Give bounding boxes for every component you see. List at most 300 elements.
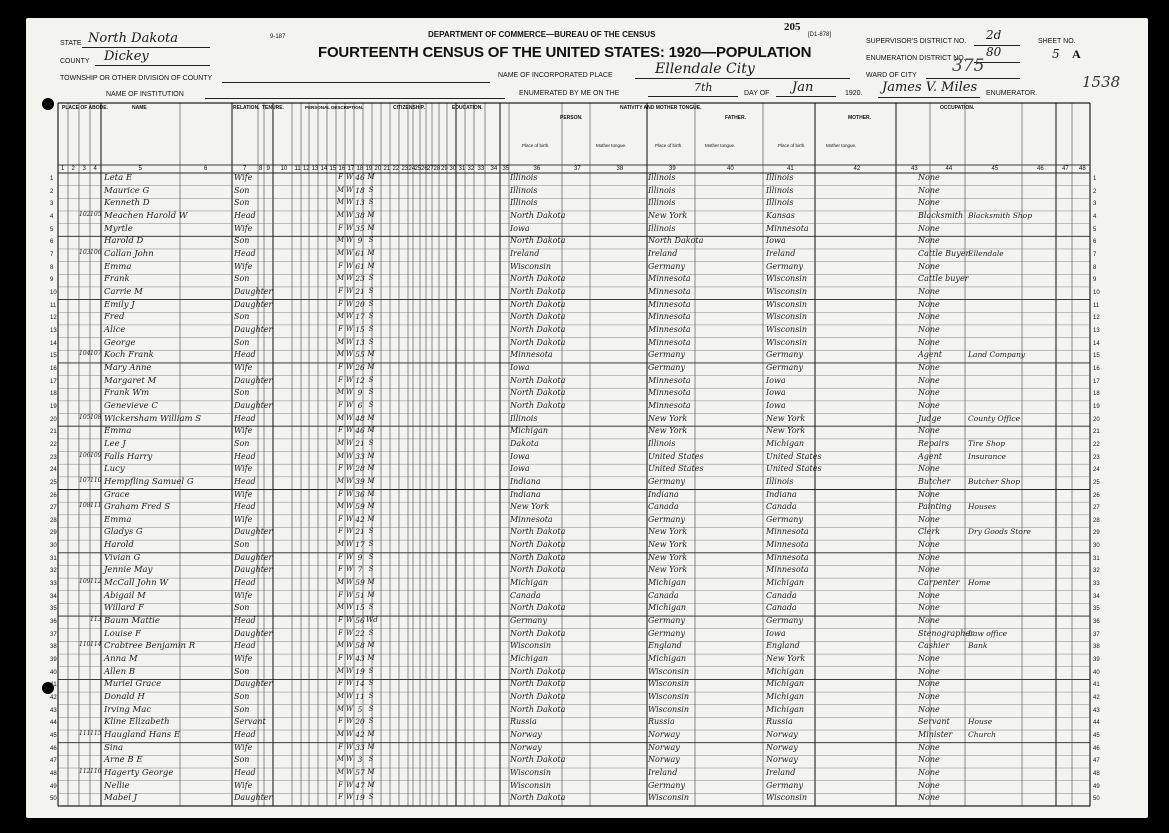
marital-status: S	[368, 704, 374, 713]
race: W	[345, 793, 354, 802]
marital-status: M	[367, 261, 375, 270]
occupation: None	[918, 362, 940, 372]
person-name: Grace	[104, 489, 130, 500]
sex: M	[336, 768, 345, 777]
line-number: 1	[50, 176, 54, 182]
father-birthplace: Illinois	[648, 185, 676, 195]
dwelling-number: 109	[79, 578, 91, 586]
marital-status: M	[367, 730, 375, 739]
relation: Wife	[234, 261, 253, 271]
birthplace: North Dakota	[510, 679, 566, 689]
col-relation: RELATION.	[233, 105, 260, 111]
line-number: 8	[50, 264, 54, 271]
person-name: Emma	[104, 261, 132, 272]
birthplace: New York	[510, 502, 550, 512]
birthplace: Indiana	[510, 489, 541, 499]
relation: Son	[234, 185, 250, 195]
supervisor-label: SUPERVISOR'S DISTRICT NO.	[866, 38, 967, 45]
relation: Wife	[234, 464, 253, 474]
column-number: 36	[533, 166, 541, 172]
mother-birthplace: Iowa	[766, 375, 786, 385]
occupation: None	[918, 400, 940, 410]
mother-birthplace: New York	[766, 413, 806, 423]
relation: Wife	[234, 742, 253, 752]
sex: F	[338, 324, 343, 333]
mother-birthplace: England	[766, 641, 800, 651]
relation: Son	[234, 540, 250, 550]
mother-birthplace: Michigan	[766, 578, 804, 588]
column-number: 1	[61, 166, 65, 172]
column-number: 31	[458, 166, 466, 172]
birthplace: Minnesota	[510, 350, 553, 360]
father-birthplace: Indiana	[648, 489, 679, 499]
col-father: FATHER.	[725, 115, 747, 121]
industry: Church	[968, 730, 997, 740]
column-number: 6	[204, 166, 208, 172]
person-name: Kline Elizabeth	[104, 717, 170, 728]
race: W	[345, 641, 354, 650]
race: W	[345, 426, 354, 435]
line-number: 49	[50, 783, 57, 790]
column-number: 14	[320, 166, 328, 172]
dwelling-number: 103	[79, 248, 91, 256]
father-birthplace: Norway	[648, 742, 680, 752]
marital-status: M	[367, 350, 375, 359]
line-number-right: 4	[1093, 213, 1097, 220]
mother-birthplace: Illinois	[766, 476, 794, 486]
birthplace: North Dakota	[510, 603, 566, 613]
mother-birthplace: Minnesota	[766, 565, 809, 575]
occupation: None	[918, 692, 940, 702]
mother-birthplace: New York	[766, 426, 806, 436]
father-birthplace: Michigan	[648, 654, 686, 664]
age: 33	[355, 742, 365, 752]
father-birthplace: Minnesota	[648, 400, 691, 410]
line-number: 16	[50, 365, 57, 372]
birthplace: Illinois	[510, 198, 538, 208]
father-birthplace: Germany	[648, 261, 685, 271]
marital-status: S	[368, 299, 374, 308]
person-name: Gladys G	[104, 527, 143, 538]
sex: F	[338, 616, 343, 625]
mother-birthplace: Germany	[766, 514, 803, 524]
father-birthplace: Wisconsin	[648, 666, 690, 676]
line-number: 27	[50, 505, 57, 512]
age: 11	[355, 692, 365, 702]
sex: M	[336, 274, 345, 283]
line-number-right: 10	[1093, 289, 1100, 296]
line-number-right: 33	[1093, 581, 1100, 588]
marital-status: S	[368, 438, 374, 447]
person-name: Meachen Harold W	[104, 210, 188, 221]
dwelling-number: 102	[79, 210, 91, 218]
dwelling-number: 106	[79, 451, 91, 459]
race: W	[345, 198, 354, 207]
father-birthplace: New York	[648, 426, 688, 436]
line-number-right: 11	[1093, 302, 1100, 309]
person-name: Carrie M	[104, 286, 143, 297]
mother-birthplace: Canada	[766, 603, 797, 613]
line-number: 24	[50, 467, 57, 474]
mother-birthplace: Norway	[766, 755, 798, 765]
birthplace: Iowa	[510, 362, 530, 372]
father-birthplace: Minnesota	[648, 286, 691, 296]
line-number-right: 6	[1093, 239, 1097, 246]
marital-status: S	[368, 400, 374, 409]
marital-status: M	[367, 502, 375, 511]
marital-status: S	[368, 692, 374, 701]
person-name: Donald H	[104, 692, 145, 703]
age: 20	[355, 717, 365, 727]
birthplace: Illinois	[510, 185, 538, 195]
age: 46	[355, 173, 365, 182]
relation: Daughter	[234, 793, 273, 803]
line-number-right: 2	[1093, 188, 1097, 195]
dwelling-number: 107	[79, 476, 91, 484]
person-name: Fred	[104, 312, 125, 323]
father-birthplace: Ireland	[648, 768, 678, 778]
race: W	[345, 362, 354, 371]
family-number: 108	[90, 413, 102, 421]
ed-value: 80	[986, 45, 1002, 59]
relation: Daughter	[234, 375, 273, 385]
occupation: None	[918, 780, 940, 790]
marital-status: M	[367, 489, 375, 498]
age: 5	[357, 704, 363, 714]
column-number: 15	[329, 166, 337, 172]
age: 48	[355, 413, 365, 423]
age: 51	[355, 590, 365, 600]
age: 28	[355, 464, 365, 474]
line-number: 9	[50, 277, 54, 284]
father-birthplace: Germany	[648, 476, 685, 486]
line-number: 34	[50, 593, 57, 600]
line-number-right: 39	[1093, 657, 1100, 664]
father-birthplace: Illinois	[648, 438, 676, 448]
occupation: Minister	[918, 730, 953, 740]
mother-birthplace: Wisconsin	[766, 324, 808, 334]
age: 58	[355, 641, 365, 651]
column-number: 39	[669, 166, 676, 172]
race: W	[345, 666, 354, 675]
occupation: None	[918, 261, 940, 271]
relation: Son	[234, 692, 250, 702]
sex: M	[336, 692, 345, 701]
marital-status: M	[367, 413, 375, 422]
race: W	[345, 654, 354, 663]
race: W	[345, 236, 354, 245]
mother-birthplace: Illinois	[766, 198, 794, 208]
race: W	[345, 476, 354, 485]
birthplace: North Dakota	[510, 375, 566, 385]
mother-birthplace: Minnesota	[766, 540, 809, 550]
age: 17	[355, 312, 365, 322]
person-name: Lee J	[104, 438, 126, 449]
relation: Head	[234, 476, 256, 486]
page-number: 205	[784, 21, 801, 33]
father-birthplace: Minnesota	[648, 375, 691, 385]
occupation: None	[918, 603, 940, 613]
column-number: 21	[383, 166, 391, 172]
occupation: Cashier	[918, 641, 950, 651]
marital-status: M	[367, 362, 375, 371]
col-father-birthplace: Place of birth.	[655, 143, 683, 148]
person-name: Callan John	[104, 248, 154, 259]
age: 59	[355, 502, 365, 512]
column-number: 47	[1062, 166, 1069, 172]
mother-birthplace: Ireland	[766, 768, 796, 778]
occupation: None	[918, 185, 940, 195]
birthplace: North Dakota	[510, 692, 566, 702]
race: W	[345, 185, 354, 194]
line-number: 21	[50, 429, 57, 436]
line-number-right: 50	[1093, 796, 1100, 803]
form-number: 9-187	[270, 34, 286, 40]
sex: F	[338, 717, 343, 726]
column-number: 20	[374, 166, 382, 172]
column-number: 12	[303, 166, 310, 172]
relation: Son	[234, 755, 250, 765]
relation: Daughter	[234, 324, 273, 334]
age: 61	[355, 248, 365, 258]
sex: F	[338, 223, 343, 232]
person-name: Vivian G	[104, 552, 141, 563]
occupation: Painting	[918, 502, 952, 512]
marital-status: S	[368, 198, 374, 207]
occupation: None	[918, 337, 940, 347]
mother-birthplace: Germany	[766, 362, 803, 372]
marital-status: S	[368, 666, 374, 675]
age: 56	[355, 616, 365, 626]
sex: F	[338, 375, 343, 384]
industry: County Office	[968, 413, 1021, 423]
sex: M	[336, 603, 345, 612]
father-birthplace: United States	[648, 464, 704, 474]
sheet-side: A	[1072, 47, 1081, 61]
column-number: 26	[421, 166, 428, 172]
birthplace: Germany	[510, 616, 547, 626]
race: W	[345, 768, 354, 777]
father-birthplace: Wisconsin	[648, 704, 690, 714]
marital-status: M	[367, 654, 375, 663]
person-name: Falls Harry	[104, 451, 153, 462]
age: 26	[355, 362, 365, 372]
family-number: 114	[90, 641, 102, 649]
line-number-right: 35	[1093, 606, 1100, 613]
col-father-tongue: Mother tongue.	[705, 143, 736, 148]
industry: Butcher Shop	[968, 476, 1021, 486]
sex: M	[336, 198, 345, 207]
state-value: North Dakota	[88, 31, 178, 46]
relation: Daughter	[234, 565, 273, 575]
father-birthplace: New York	[648, 540, 688, 550]
race: W	[345, 692, 354, 701]
col-mother-tongue: Mother tongue.	[826, 143, 857, 148]
occupation: None	[918, 540, 940, 550]
relation: Daughter	[234, 400, 273, 410]
person-name: Louise F	[104, 628, 141, 639]
relation: Son	[234, 704, 250, 714]
column-number: 24	[408, 166, 416, 172]
line-number-right: 14	[1093, 340, 1100, 347]
column-number: 18	[356, 166, 364, 172]
father-birthplace: Norway	[648, 755, 680, 765]
relation: Wife	[234, 489, 253, 499]
sex: F	[338, 299, 343, 308]
person-name: Baum Mattie	[104, 616, 160, 627]
mother-birthplace: Minnesota	[766, 223, 809, 233]
person-name: Harold	[104, 540, 134, 551]
col-name: NAME	[132, 105, 147, 111]
person-name: Lucy	[104, 464, 125, 475]
line-number-right: 41	[1093, 682, 1100, 689]
mother-birthplace: United States	[766, 464, 822, 474]
occupation: Cattle Buyer	[918, 248, 970, 258]
birthplace: North Dakota	[510, 628, 566, 638]
sex: F	[338, 565, 343, 574]
line-number: 17	[50, 378, 57, 385]
father-birthplace: New York	[648, 565, 688, 575]
column-number: 16	[338, 166, 346, 172]
col-person-tongue: Mother tongue.	[596, 143, 627, 148]
father-birthplace: Michigan	[648, 603, 686, 613]
relation: Son	[234, 388, 250, 398]
family-number: 113	[90, 616, 102, 624]
column-number: 28	[433, 166, 441, 172]
race: W	[345, 502, 354, 511]
column-number: 23	[401, 166, 409, 172]
sex: F	[338, 793, 343, 802]
marital-status: M	[367, 248, 375, 257]
birthplace: North Dakota	[510, 527, 566, 537]
relation: Head	[234, 730, 256, 740]
occupation: None	[918, 793, 940, 803]
place-value: Ellendale City	[655, 61, 755, 77]
race: W	[345, 464, 354, 473]
birthplace: North Dakota	[510, 299, 566, 309]
marital-status: M	[367, 768, 375, 777]
person-name: Anna M	[104, 654, 138, 665]
line-number: 20	[50, 416, 57, 423]
race: W	[345, 717, 354, 726]
mother-birthplace: New York	[766, 654, 806, 664]
relation: Wife	[234, 223, 253, 233]
race: W	[345, 312, 354, 321]
age: 46	[355, 426, 365, 436]
line-number-right: 34	[1093, 593, 1100, 600]
race: W	[345, 527, 354, 536]
mother-birthplace: Iowa	[766, 628, 786, 638]
mother-birthplace: Russia	[766, 717, 793, 727]
column-number: 46	[1037, 166, 1044, 172]
sex: M	[336, 704, 345, 713]
sex: M	[336, 185, 345, 194]
mother-birthplace: Michigan	[766, 704, 804, 714]
marital-status: S	[368, 628, 374, 637]
relation: Daughter	[234, 299, 273, 309]
mother-birthplace: Norway	[766, 730, 798, 740]
mother-birthplace: Minnesota	[766, 552, 809, 562]
birthplace: North Dakota	[510, 400, 566, 410]
day-of-label: DAY OF	[744, 90, 770, 97]
sex: M	[336, 755, 345, 764]
line-number: 29	[50, 530, 57, 537]
father-birthplace: Wisconsin	[648, 679, 690, 689]
race: W	[345, 755, 354, 764]
person-name: Muriel Grace	[104, 679, 162, 690]
column-number: 7	[243, 166, 247, 172]
race: W	[345, 451, 354, 460]
line-number-right: 16	[1093, 365, 1100, 372]
sex: M	[336, 451, 345, 460]
person-name: Kenneth D	[104, 198, 150, 209]
column-number: 29	[441, 166, 448, 172]
line-number: 19	[50, 403, 57, 410]
column-number: 38	[616, 166, 624, 172]
relation: Head	[234, 502, 256, 512]
mother-birthplace: Ireland	[766, 248, 796, 258]
col-mother: MOTHER.	[848, 115, 872, 121]
occupation: None	[918, 565, 940, 575]
relation: Wife	[234, 426, 253, 436]
relation: Son	[234, 236, 250, 246]
race: W	[345, 413, 354, 422]
birthplace: Iowa	[510, 464, 530, 474]
column-number: 4	[93, 166, 97, 172]
sex: F	[338, 173, 343, 181]
occupation: None	[918, 388, 940, 398]
line-number: 32	[50, 568, 57, 575]
line-number: 30	[50, 543, 57, 550]
line-number: 3	[50, 201, 54, 208]
line-number: 25	[50, 479, 57, 486]
marital-status: M	[367, 426, 375, 435]
person-name: George	[104, 337, 136, 348]
father-birthplace: Canada	[648, 502, 679, 512]
sex: M	[336, 641, 345, 650]
ward-value: 375	[952, 56, 985, 76]
line-number-right: 32	[1093, 568, 1100, 575]
birthplace: Ireland	[510, 248, 540, 258]
race: W	[345, 628, 354, 637]
line-number: 44	[50, 720, 57, 727]
line-number-right: 7	[1093, 251, 1097, 258]
relation: Son	[234, 274, 250, 284]
mother-birthplace: Germany	[766, 780, 803, 790]
race: W	[345, 261, 354, 270]
mother-birthplace: United States	[766, 451, 822, 461]
occupation: None	[918, 299, 940, 309]
line-number: 11	[50, 302, 57, 309]
sex: M	[336, 312, 345, 321]
father-birthplace: Germany	[648, 616, 685, 626]
sex: F	[338, 514, 343, 523]
occupation: None	[918, 236, 940, 246]
occupation: Butcher	[918, 476, 951, 486]
industry: Ellendale	[968, 248, 1004, 258]
industry: Blacksmith Shop	[968, 210, 1032, 220]
mother-birthplace: Canada	[766, 590, 797, 600]
birthplace: North Dakota	[510, 236, 566, 246]
occupation: Blacksmith	[918, 210, 964, 220]
age: 36	[355, 489, 365, 499]
relation: Wife	[234, 362, 253, 372]
line-number-right: 22	[1093, 441, 1100, 448]
birthplace: North Dakota	[510, 210, 566, 220]
line-number: 26	[50, 492, 57, 499]
marital-status: M	[367, 464, 375, 473]
person-name: Maurice G	[104, 185, 150, 196]
